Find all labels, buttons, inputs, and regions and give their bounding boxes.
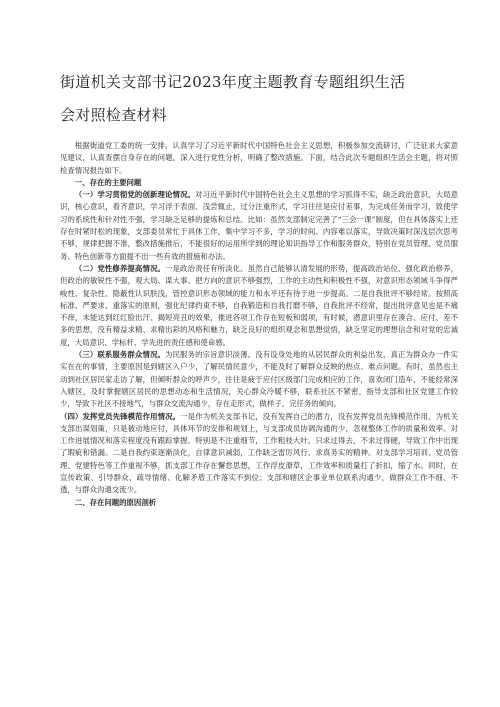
intro-paragraph: 根据街道党工委的统一安排，认真学习了习近平新时代中国特色社会主义思想，积极参加交流研讨，广泛征求大家意见建议，认真查摆自身存在的问题，深入进行党性分析，明确了整改措施。下面，结合此次专题组织生活会主题，将对照检查情况报告如下。 bbox=[60, 141, 458, 175]
item-text-3: 为民服务的宗旨意识淡薄。没有设身处地的从居民群众的利益出发，真正为群众办一件实实在在的事情，主要原因是到辖区入户少，了解民情民意少，不能及时了解群众反映的热点、难点问题。有时，虽然也主动到社区居民家走访了解，但倾听群众的呼声少，往往是疲于应付区级部门完成相应的工作，喜欢闭门造车，不能经常深入辖区，及时掌握辖区居民的思想动态和生活情况，关心群众冷暖不够，联系社区不紧密，指导支部和社区党建工作较少，导致下社区不接地气，与群众交流沟通少，存在走形式，做样子，完任务的倾向。 bbox=[60, 350, 458, 409]
item-text-2: 一是政治责任有所淡化。虽然自己能够认清发展的形势，提高政治站位、强化政治修养，但政治的敏锐性不强，观大局、谋大事、把方向的意识不够强烈，工作的主动性和积极性不强，对意识形态领域斗争得严峻性、复杂性、隐蔽性认识肤浅，管控意识形态领域的能力和水平还有待于进一步提高。二是自我批评不够经常。按照高标准、严要求、重落实的原则，强化纪律约束不够，自我锻造和自我打磨不够，自我批评不经常，提出批评意见也是不痛不痒，未能达到红红脸出汗、揭短亮丑的效果，推进各项工作存在短板和弱项，有时候，潜意识里存在凑合、应付、差不多的思想，没有精益求精、求精出彩的风格和魅力，缺乏良好的组织观念和思想觉悟，缺乏坚定的理想信念和对党的忠诚度，大局意识、学标杆、学先进的责任感和使命感。 bbox=[60, 263, 458, 347]
title-line-1: 街道机关支部书记2023年度主题教育专题组织生活 bbox=[60, 73, 406, 91]
item-text-1: 对习近平新时代中国特色社会主义思想的学习抓得不实，缺乏政治意识，大局意识，核心意识，看齐意识，学习浮于表面、浅尝辄止，过分注重形式，学习往往是应付差事，为完成任务而学习，致使学习的系统性和针对性不强，学习缺乏足够的提炼和总结。比如：虽然支部制定完善了“三会一课”制度，但在具体落实上还存在时紧时松的现象，支部委员常忙于具体工作，集中学习不多，学习的时间、内容难以落实，导致决策时深浅层次思考不够，规律把握不准，整改措施推后，不能很好的运用所学到的理论知识指导工作和服务群众，特别在党员管理、党员服务、特色创新等方面提不出一些有效的措施和办法。 bbox=[60, 190, 458, 261]
section-heading-2: 二、存在问题的原因剖析 bbox=[74, 497, 157, 507]
item-text-4: 一是作为机关支部书记，没有发挥自己的潜力，没有发挥党员先锋模范作用，为机关支部出谋划策，只是被动地应付，具体环节的安排和规划上，与支部成员协调沟通的少，忽视整体工作的质量和效率。对工作进展情况和落实程度没有跟踪掌握。特别是不注重细节，工作粗枝大叶，只求过得去，不求过得硬，导致工作中出现了瑕疵和错漏。二是自我约束逐渐淡化，自律意识减弱，工作缺乏雷厉风行、求真务实的精神。对支部学习培训、党员管理、党建特色等工作重视不够，抓支部工作存在懈怠思想，工作浮皮潦草，工作效率和质量打了折扣，缩了水。同时，在宣传政策、引导群众、疏导情绪、化解矛盾工作落实不到位；支部和辖区企事业单位联系沟通少，做群众工作不细、不透，与群众沟通交流少。 bbox=[60, 411, 458, 495]
document-body bbox=[60, 140, 458, 509]
item-paragraph-2 bbox=[60, 263, 458, 349]
item-lead-2: （二）党性修养提高情况。 bbox=[74, 263, 165, 273]
item-lead-1: （一）学习贯彻党的创新理论情况。 bbox=[74, 190, 196, 200]
item-paragraph-1 bbox=[60, 189, 458, 263]
item-paragraph-3 bbox=[60, 349, 458, 410]
item-lead-4: （四）发挥党员先锋模范作用情况。 bbox=[60, 411, 181, 421]
item-paragraph-4 bbox=[60, 411, 458, 497]
section-heading-1: 一、存在的主要问题 bbox=[74, 177, 142, 187]
item-lead-3: （三）联系服务群众情况。 bbox=[74, 350, 165, 360]
title-line-2: 会对照检查材料 bbox=[60, 106, 168, 124]
document-title bbox=[60, 66, 458, 132]
